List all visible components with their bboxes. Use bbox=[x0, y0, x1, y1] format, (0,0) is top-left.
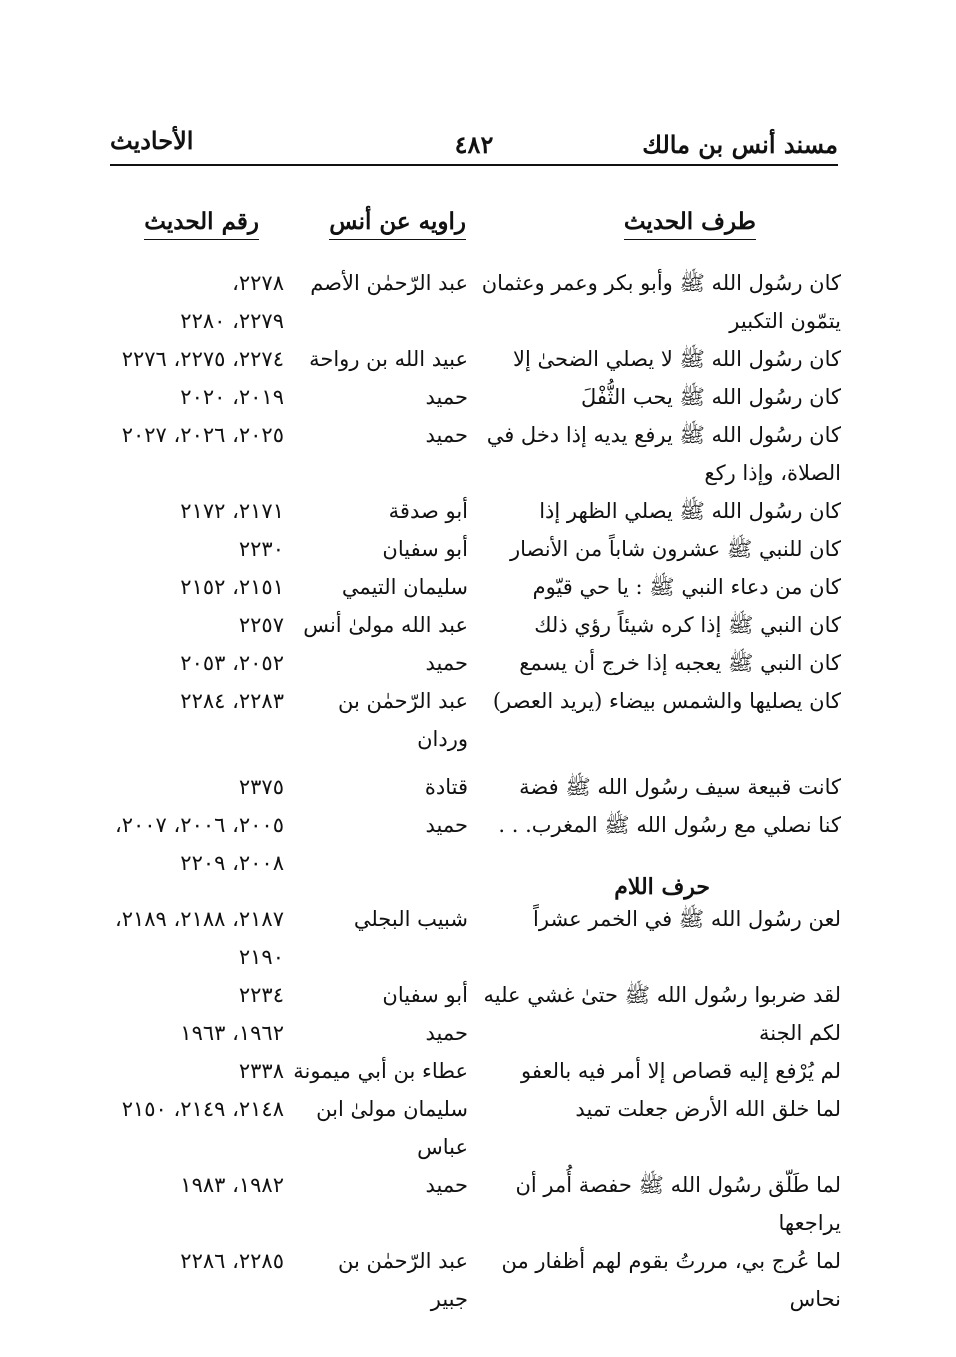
table-row bbox=[0, 1204, 956, 1242]
hadith-numbers: ٢٢٣٤ bbox=[238, 983, 284, 1007]
hadith-numbers: ٢٠٢٥، ٢٠٢٦، ٢٠٢٧ bbox=[121, 423, 284, 447]
hadith-text: كان رسُول الله ﷺ يحب الثُّفْلَ bbox=[581, 385, 841, 409]
rawi-name: عبد الله مولىٰ أنس bbox=[303, 613, 468, 637]
page-number: ٤٨٢ bbox=[454, 130, 494, 159]
table-row bbox=[0, 1280, 956, 1318]
hadith-numbers: ٢٢٨٥، ٢٢٨٦ bbox=[180, 1249, 284, 1273]
hadith-numbers: ٢٢٥٧ bbox=[238, 613, 284, 637]
rawi-name: أبو صدقة bbox=[388, 499, 468, 523]
hadith-text: كان يصليها والشمس بيضاء (يريد العصر) bbox=[492, 689, 841, 713]
table-row bbox=[0, 606, 956, 644]
rawi-name: أبو سفيان bbox=[382, 983, 468, 1007]
hadith-numbers: ٢١٨٧، ٢١٨٨، ٢١٨٩، bbox=[114, 907, 284, 931]
column-header-number: رقم الحديث bbox=[144, 208, 259, 240]
hadith-text: كان النبي ﷺ إذا كره شيئاً رؤي ذلك bbox=[534, 613, 841, 637]
hadith-text: لما خلق الله الأرض جعلت تميد bbox=[575, 1097, 841, 1121]
hadith-text: كان من دعاء النبي ﷺ : يا حي قيّوم bbox=[532, 575, 841, 599]
rawi-name: أبو سفيان bbox=[382, 537, 468, 561]
hadith-numbers: ٢١٥١، ٢١٥٢ bbox=[180, 575, 284, 599]
hadith-text: يراجعها bbox=[778, 1211, 841, 1235]
hadith-numbers: ٢٠٠٨، ٢٢٠٩ bbox=[180, 851, 284, 875]
header-rule bbox=[110, 164, 838, 166]
rawi-name: عبد الرّحمٰن بن bbox=[338, 689, 468, 713]
table-row bbox=[0, 768, 956, 806]
column-header-rawi: راويه عن أنس bbox=[329, 208, 466, 240]
table-row bbox=[0, 568, 956, 606]
table-row bbox=[0, 302, 956, 340]
hadith-text: الصلاة، وإذا ركع bbox=[704, 461, 841, 485]
hadith-numbers: ٢٢٧٤، ٢٢٧٥، ٢٢٧٦ bbox=[121, 347, 284, 371]
hadith-numbers: ٢٠١٩، ٢٠٢٠ bbox=[180, 385, 284, 409]
rawi-name: وردان bbox=[417, 727, 468, 751]
table-row bbox=[0, 844, 956, 882]
rawi-name: حميد bbox=[425, 423, 468, 447]
table-row bbox=[0, 378, 956, 416]
section-title: الأحاديث bbox=[110, 126, 194, 155]
hadith-numbers: ٢٠٥٢، ٢٠٥٣ bbox=[180, 651, 284, 675]
rawi-name: حميد bbox=[425, 651, 468, 675]
table-row bbox=[0, 416, 956, 454]
rawi-name: سليمان مولىٰ ابن bbox=[316, 1097, 468, 1121]
hadith-text: لقد ضربوا رسُول الله ﷺ حتىٰ غشي عليه bbox=[483, 983, 841, 1007]
hadith-text: كان رسُول الله ﷺ يرفع يديه إذا دخل في bbox=[486, 423, 841, 447]
table-row bbox=[0, 1166, 956, 1204]
rawi-name: سليمان التيمي bbox=[341, 575, 468, 599]
hadith-numbers: ٢٢٣٠ bbox=[238, 537, 284, 561]
rawi-name: عطاء بن أبي ميمونة bbox=[293, 1059, 468, 1083]
hadith-text: لم يُرْفع إليه قصاص إلا أمر فيه بالعفو bbox=[521, 1059, 841, 1083]
hadith-numbers: ٢١٩٠ bbox=[238, 945, 284, 969]
rawi-name: حميد bbox=[425, 385, 468, 409]
table-row bbox=[0, 806, 956, 844]
hadith-numbers: ٢٢٧٩، ٢٢٨٠ bbox=[180, 309, 284, 333]
hadith-numbers: ٢٢٨٣، ٢٢٨٤ bbox=[180, 689, 284, 713]
hadith-numbers: ٢٣٣٨ bbox=[238, 1059, 284, 1083]
table-row bbox=[0, 340, 956, 378]
table-row bbox=[0, 1014, 956, 1052]
rawi-name: حميد bbox=[425, 813, 468, 837]
rawi-name: حميد bbox=[425, 1021, 468, 1045]
book-title: مسند أنس بن مالك bbox=[642, 130, 838, 159]
table-row bbox=[0, 1052, 956, 1090]
hadith-text: لما عُرج بي، مررتُ بقوم لهم أظفار من bbox=[501, 1249, 841, 1273]
hadith-text: كنا نصلي مع رسُول الله ﷺ المغرب. . . bbox=[498, 813, 841, 837]
rawi-name: عبيد الله بن رواحة bbox=[309, 347, 468, 371]
table-row bbox=[0, 1128, 956, 1166]
table-row bbox=[0, 492, 956, 530]
table-row bbox=[0, 644, 956, 682]
hadith-text: كان للنبي ﷺ عشرون شاباً من الأنصار bbox=[509, 537, 841, 561]
rawi-name: عبد الرّحمٰن الأصم bbox=[310, 271, 468, 295]
table-row bbox=[0, 938, 956, 976]
hadith-text: يتمّون التكبير bbox=[729, 309, 841, 333]
rawi-name: قتادة bbox=[424, 775, 468, 799]
table-row bbox=[0, 682, 956, 720]
hadith-text: لما طَلّق رسُول الله ﷺ حفصة أُمر أن bbox=[515, 1173, 841, 1197]
hadith-numbers: ٢٢٧٨، bbox=[232, 271, 284, 295]
rawi-name: حميد bbox=[425, 1173, 468, 1197]
table-row bbox=[0, 976, 956, 1014]
hadith-text: لكم الجنة bbox=[758, 1021, 841, 1045]
hadith-numbers: ١٩٦٢، ١٩٦٣ bbox=[180, 1021, 284, 1045]
hadith-numbers: ١٩٨٢، ١٩٨٣ bbox=[180, 1173, 284, 1197]
hadith-text: لعن رسُول الله ﷺ في الخمر عشراً bbox=[533, 907, 841, 931]
table-row bbox=[0, 1090, 956, 1128]
hadith-numbers: ٢٠٠٥، ٢٠٠٦، ٢٠٠٧، bbox=[114, 813, 284, 837]
table-row bbox=[0, 264, 956, 302]
hadith-text: كان النبي ﷺ يعجبه إذا خرج أن يسمع bbox=[519, 651, 841, 675]
rawi-name: شبيب البجلي bbox=[353, 907, 468, 931]
hadith-text: كان رسُول الله ﷺ لا يصلي الضحىٰ إلا bbox=[512, 347, 841, 371]
table-row bbox=[0, 1242, 956, 1280]
rawi-name: جبير bbox=[430, 1287, 468, 1311]
page-header bbox=[110, 118, 838, 168]
rawi-name: عبد الرّحمٰن بن bbox=[338, 1249, 468, 1273]
hadith-text: كان رسُول الله ﷺ وأبو بكر وعمر وعثمان bbox=[481, 271, 841, 295]
table-row bbox=[0, 530, 956, 568]
rawi-name: عباس bbox=[417, 1135, 468, 1159]
section-heading: حرف اللام bbox=[614, 874, 710, 900]
hadith-text: نحاس bbox=[789, 1287, 841, 1311]
column-header-hadith: طرف الحديث bbox=[624, 208, 756, 240]
hadith-text: كان رسُول الله ﷺ يصلي الظهر إذا bbox=[539, 499, 841, 523]
hadith-numbers: ٢١٤٨، ٢١٤٩، ٢١٥٠ bbox=[121, 1097, 284, 1121]
table-row bbox=[0, 454, 956, 492]
table-row bbox=[0, 900, 956, 938]
hadith-text: كانت قبيعة سيف رسُول الله ﷺ فضة bbox=[519, 775, 841, 799]
hadith-numbers: ٢٣٧٥ bbox=[238, 775, 284, 799]
hadith-numbers: ٢١٧١، ٢١٧٢ bbox=[180, 499, 284, 523]
table-row bbox=[0, 720, 956, 758]
